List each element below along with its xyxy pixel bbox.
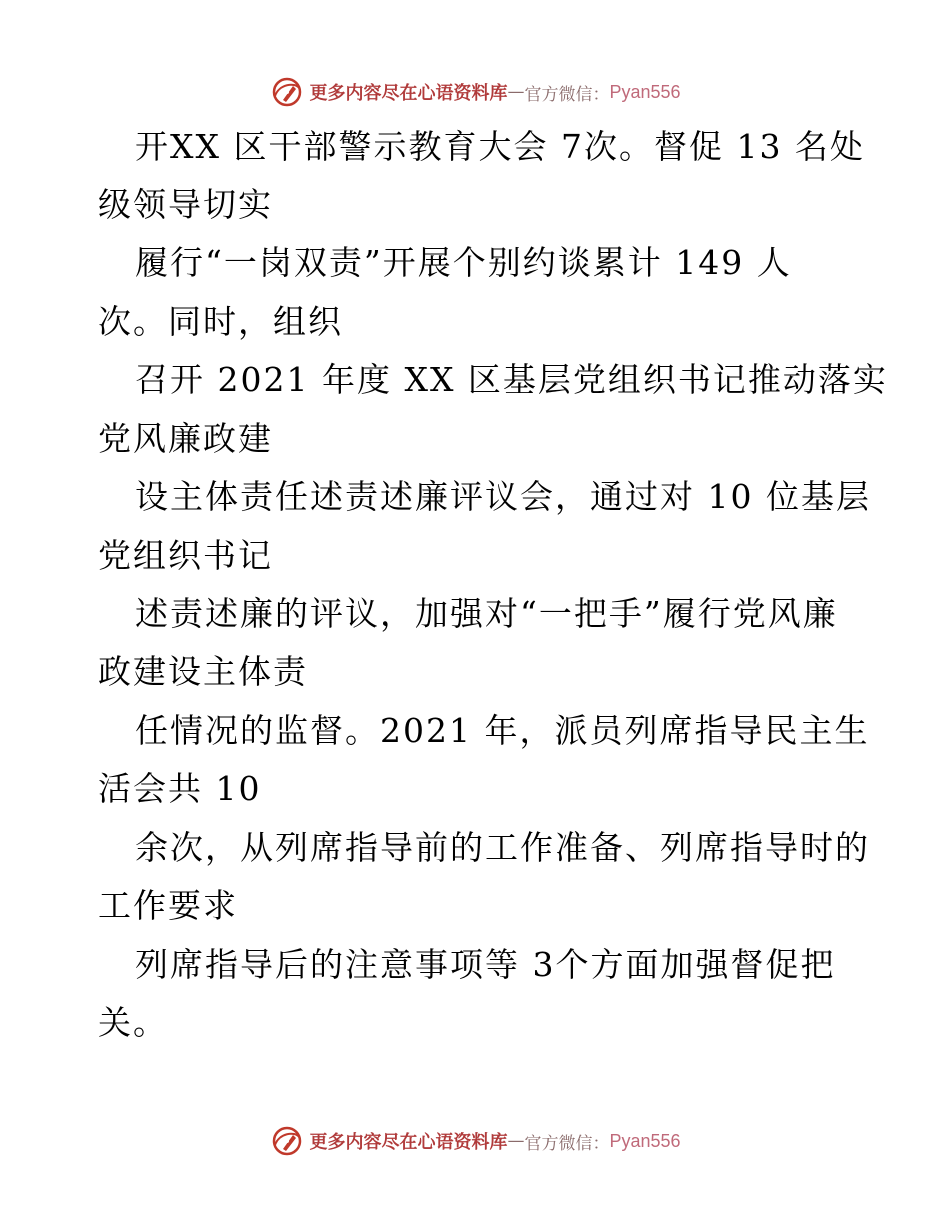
- banner-wechat-id: Pyan556: [609, 1130, 681, 1151]
- body-line: 召开 2021 年度 XX 区基层党组织书记推动落实: [135, 360, 888, 399]
- body-line: 述责述廉的评议，加强对“一把手”履行党风廉: [135, 594, 838, 633]
- body-line: 任情况的监督。2021 年，派员列席指导民主生: [135, 711, 870, 750]
- pen-logo-icon: [269, 1123, 305, 1159]
- body-line: 级领导切实: [98, 185, 273, 224]
- body-line: 列席指导后的注意事项等 3个方面加强督促把: [135, 945, 836, 984]
- body-line: 次。同时，组织: [98, 302, 343, 341]
- body-line: 履行“一岗双责”开展个别约谈累计 149 人: [135, 243, 792, 282]
- banner-lead-text: 更多内容尽在心语资料库: [309, 83, 508, 104]
- body-line: 党组织书记: [98, 536, 273, 575]
- body-line: 开XX 区干部警示教育大会 7次。督促 13 名处: [135, 127, 865, 166]
- body-line: 工作要求: [98, 886, 238, 925]
- body-line: 关。: [98, 1003, 168, 1042]
- header-banner: [0, 72, 950, 112]
- banner-tail-text: 官方微信：: [524, 84, 610, 105]
- body-line: 党风廉政建: [98, 419, 273, 458]
- banner-wechat-id: Pyan556: [609, 81, 681, 102]
- banner-dash: —: [507, 1131, 525, 1151]
- banner-lead-text: 更多内容尽在心语资料库: [309, 1132, 508, 1153]
- body-line: 余次，从列席指导前的工作准备、列席指导时的: [135, 828, 870, 867]
- pen-logo-icon: [269, 74, 305, 110]
- banner-tail-text: 官方微信：: [524, 1133, 610, 1154]
- body-line: 政建设主体责: [98, 652, 308, 691]
- body-line: 设主体责任述责述廉评议会，通过对 10 位基层: [135, 477, 871, 516]
- banner-dash: —: [507, 82, 525, 102]
- body-line: 活会共 10: [98, 769, 262, 808]
- footer-banner: [0, 1121, 950, 1161]
